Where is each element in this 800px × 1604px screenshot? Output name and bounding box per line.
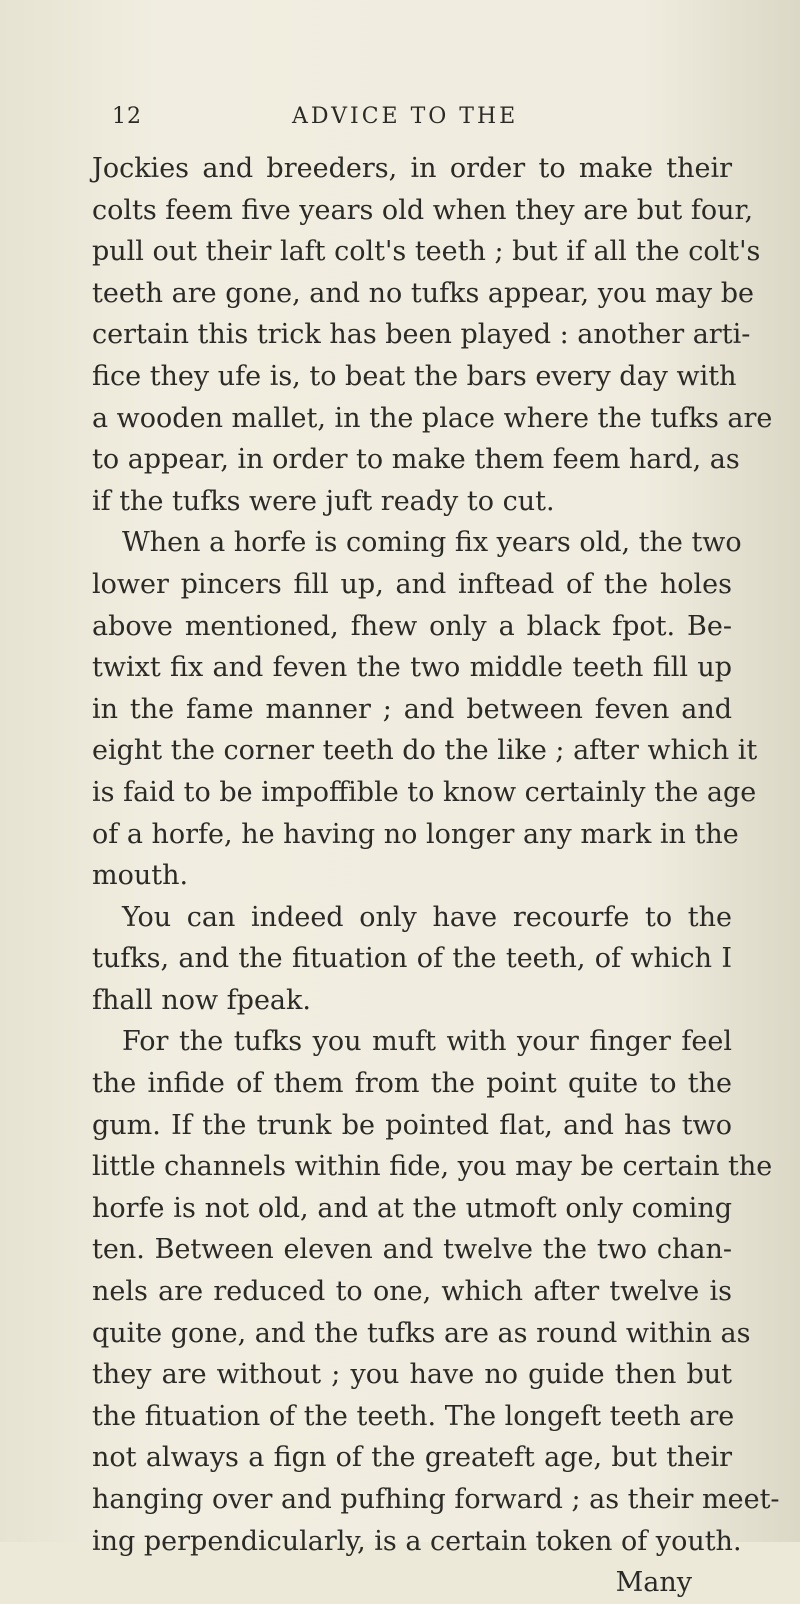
text-line: tufks, and the fituation of the teeth, of which I	[92, 943, 732, 975]
text-line: is faid to be impoffible to know certainly the age	[92, 776, 757, 808]
text-line: teeth are gone, and no tufks appear, you may be	[92, 277, 755, 309]
text-line: mouth.	[92, 860, 189, 892]
text-line: fice they ufe is, to beat the bars every day with	[92, 360, 737, 392]
text-line: For the tufks you muft with your finger feel	[122, 1026, 732, 1058]
text-line: the fituation of the teeth. The longeft teeth are	[92, 1400, 735, 1432]
text-line: of a horfe, he having no longer any mark in the	[92, 818, 739, 850]
text-line: hanging over and pufhing forward ; as their meet-	[92, 1484, 780, 1515]
text-line: fhall now fpeak.	[92, 984, 311, 1016]
text-line: to appear, in order to make them feem hard, as	[92, 444, 740, 476]
text-line: nels are reduced to one, which after twelve is	[92, 1276, 732, 1308]
text-line: gum. If the trunk be pointed flat, and has two	[92, 1109, 732, 1141]
page-number: 12	[112, 104, 142, 129]
text-line: horfe is not old, and at the utmoft only coming	[92, 1192, 732, 1224]
text-line: they are without ; you have no guide then but	[92, 1359, 732, 1391]
text-line: quite gone, and the tufks are as round within as	[92, 1317, 751, 1349]
text-line: ten. Between eleven and twelve the two chan-	[92, 1234, 732, 1266]
body-text	[92, 148, 780, 1604]
text-line: ing perpendicularly, is a certain token of youth.	[92, 1525, 742, 1557]
text-line: colts feem five years old when they are but four,	[92, 194, 754, 226]
text-line: if the tufks were juft ready to cut.	[92, 485, 555, 517]
text-line: a wooden mallet, in the place where the tufks are	[92, 402, 773, 434]
text-line: When a horfe is coming fix years old, the two	[122, 527, 742, 559]
running-head	[112, 104, 732, 140]
text-line: eight the corner teeth do the like ; after which it	[92, 735, 758, 767]
text-line: the infide of them from the point quite to the	[92, 1068, 732, 1100]
running-head-title: ADVICE TO THE	[292, 104, 519, 129]
text-line: not always a fign of the greateft age, but their	[92, 1442, 732, 1474]
text-line: Jockies and breeders, in order to make their	[92, 153, 732, 184]
text-line: in the fame manner ; and between feven and	[92, 693, 732, 725]
catchword: Many	[615, 1567, 692, 1599]
text-line: above mentioned, fhew only a black fpot. Be-	[92, 610, 732, 642]
text-line: little channels within fide, you may be certain the	[92, 1151, 773, 1183]
text-line: twixt fix and feven the two middle teeth fill up	[92, 652, 732, 684]
text-line: pull out their laft colt's teeth ; but if all the colt's	[92, 236, 761, 268]
text-line: You can indeed only have recourfe to the	[122, 901, 732, 933]
text-line: certain this trick has been played : another arti-	[92, 319, 751, 351]
text-line: lower pincers fill up, and inftead of the holes	[92, 568, 732, 600]
